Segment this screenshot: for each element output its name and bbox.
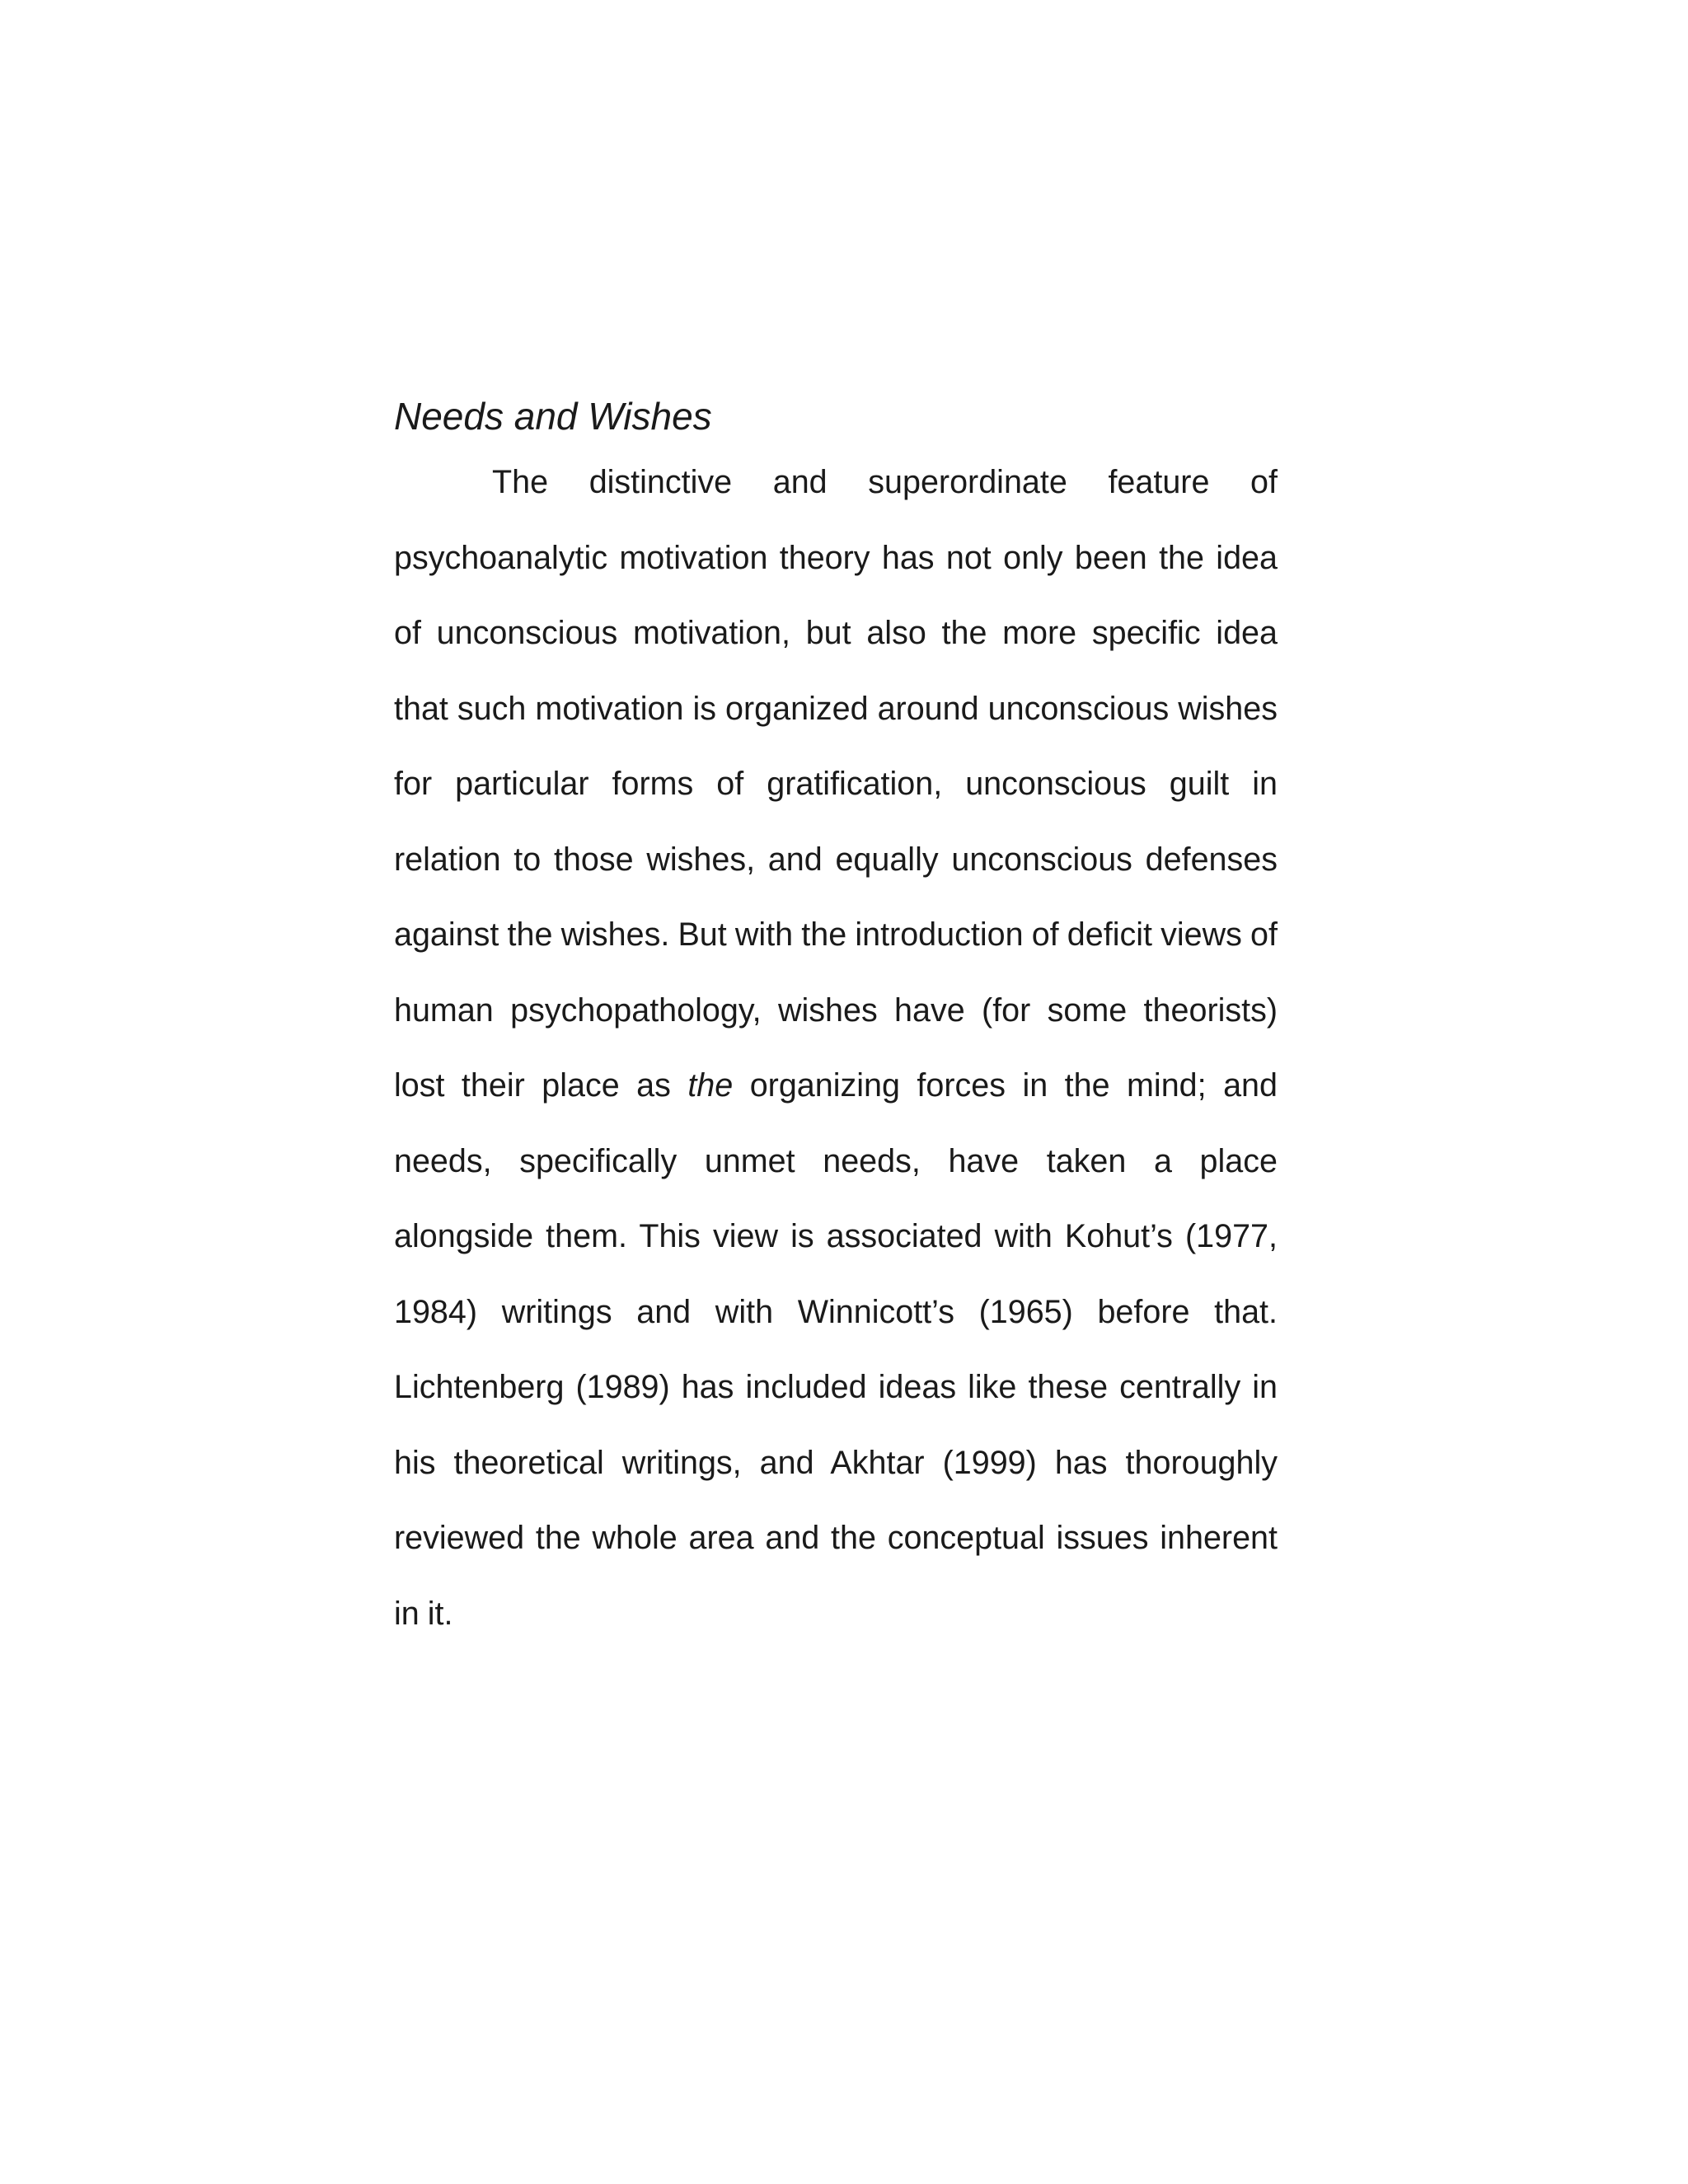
body-paragraph [394, 445, 1278, 1652]
paragraph-text-part-2: organizing forces in the mind; and needs, specifically unmet needs, have taken a place alongside them. This view is associated with Kohut’s (1977, 1984) writings and with Winnicott’s (1965) before that. Lichtenberg (1989) has included ideas like these centrally in his theoretical writings, and Akhtar (1999) has thoroughly reviewed the whole area and the conceptual issues inherent in it. [394, 1067, 1278, 1632]
page-content [394, 387, 1278, 1652]
paragraph-emphasis: the [687, 1067, 734, 1104]
section-heading: Needs and Wishes [394, 395, 712, 438]
paragraph-text-part-1: The distinctive and superordinate feature of psychoanalytic motivation theory has not only been the idea of unconscious motivation, but also the more specific idea that such motivation is organized around unconscious wishes for particular forms of gratification, unconscious guilt in relation to those wishes, and equally unconscious defenses against the wishes. But with the introduction of deficit views of human psychopathology, wishes have (for some theorists) lost their place as [394, 464, 1278, 1104]
